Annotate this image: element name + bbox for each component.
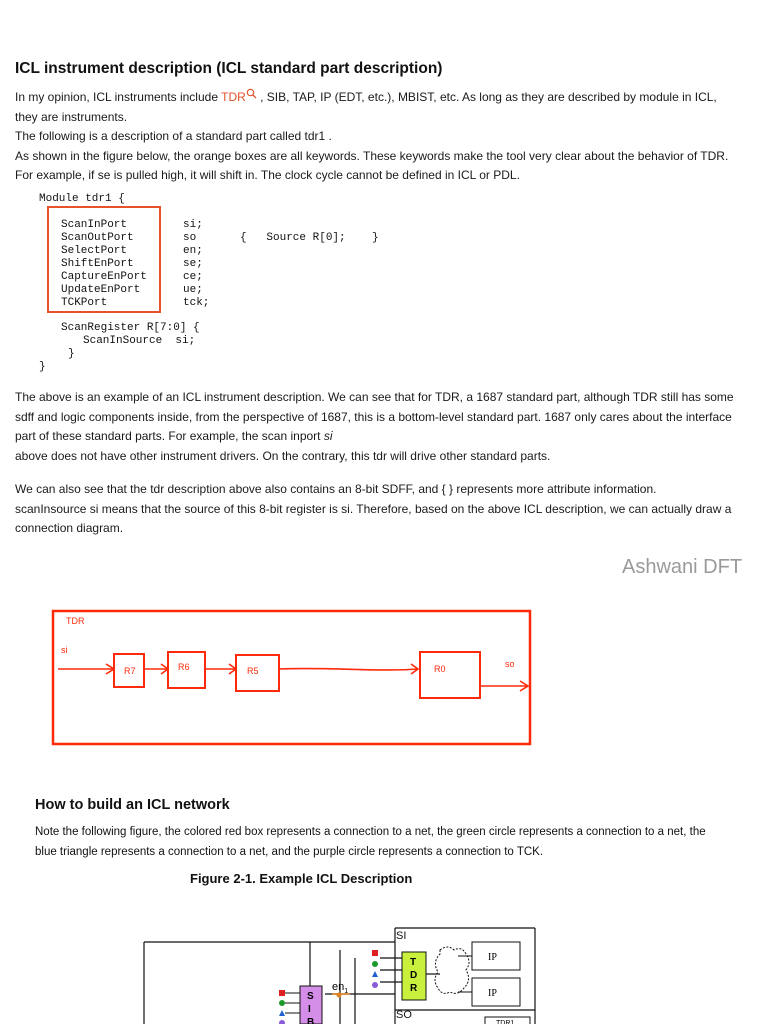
net-marker-red	[372, 950, 378, 956]
code-keyword: ScanOutPort	[61, 232, 134, 244]
network-line-2: blue triangle represents a connection to a net, and the purple circle represents a connection to TCK.	[35, 846, 544, 858]
sib-letter-i: I	[308, 1004, 311, 1015]
code-value: tck;	[183, 297, 210, 309]
sdff-line-1: We can also see that the tdr description above also contains an 8-bit SDFF, and { } represents more attribute information.	[15, 482, 657, 496]
example-line-4: above does not have other instrument drivers. On the contrary, this tdr will drive other standard parts.	[15, 448, 551, 463]
sib-marker-red	[279, 990, 285, 996]
tdr-output-label: so	[505, 659, 515, 669]
figure-title: Figure 2-1. Example ICL Description	[190, 871, 413, 886]
example-paragraph	[15, 388, 760, 466]
intro-line-5: For example, if se is pulled high, it will shift in. The clock cycle cannot be defined in ICL or PDL.	[15, 168, 520, 182]
code-keyword: ScanInPort	[61, 219, 128, 231]
section-heading: How to build an ICL network	[35, 797, 230, 813]
example-line-3-text: part of these standard parts. For example, the scan inport	[15, 429, 324, 443]
code-keywords	[61, 219, 147, 310]
code-keyword: CaptureEnPort	[61, 271, 147, 283]
code-scanregister: ScanRegister R[7:0] {	[61, 322, 200, 334]
network-line-1: Note the following figure, the colored red box represents a connection to a net, the green circle represents a connection to a net, the	[35, 826, 706, 838]
tdr-input-label: si	[61, 645, 68, 655]
ip-label-1: IP	[488, 952, 497, 963]
code-keyword: ShiftEnPort	[61, 258, 134, 270]
cloud-shape	[435, 947, 469, 993]
code-value: so	[183, 232, 197, 244]
code-value: se;	[183, 258, 203, 270]
so-label: SO	[396, 1009, 412, 1021]
intro-paragraph	[15, 88, 760, 186]
code-value: si;	[183, 219, 203, 231]
sib-marker-green	[279, 1000, 285, 1006]
si-label: SI	[396, 930, 407, 942]
code-scaninsource: ScanInSource si;	[83, 335, 196, 347]
tdr-letter-d: D	[410, 970, 418, 981]
bottom-block-label: TDR1	[496, 1020, 515, 1024]
example-line-1: The above is an example of an ICL instrument description. We can see that for TDR, a 1687 standard part, although TDR still has some	[15, 390, 734, 404]
intro-line-3: The following is a description of a standard part called tdr1 .	[15, 129, 332, 143]
code-source: { Source R[0]; }	[240, 232, 379, 244]
code-module-line: Module tdr1 {	[39, 193, 125, 205]
code-keyword: UpdateEnPort	[61, 284, 141, 296]
search-icon	[246, 90, 257, 104]
si-italic: si	[323, 429, 333, 443]
net-marker-purple	[372, 982, 378, 988]
tdr-title: TDR	[66, 616, 85, 626]
sib-letter-s: S	[307, 991, 314, 1002]
code-close-inner: }	[68, 348, 75, 360]
intro-line-4: As shown in the figure below, the orange boxes are all keywords. These keywords make the tool very clear about the behavior of TDR.	[15, 148, 729, 163]
ip-label-2: IP	[488, 988, 497, 999]
sib-marker-blue	[279, 1010, 285, 1016]
intro-line-1	[15, 88, 760, 108]
tdr-diagram	[50, 608, 535, 748]
sdff-line-2: scanInsource si means that the source of this 8-bit register is si. Therefore, based on the above ICL description, we can actually draw a	[15, 501, 732, 516]
example-line-3	[15, 427, 760, 447]
tdr-link-label: TDR	[221, 90, 246, 104]
page-title: ICL instrument description (ICL standard part description)	[15, 60, 443, 77]
register-r6-label: R6	[178, 662, 190, 672]
code-value: ce;	[183, 271, 203, 283]
example-line-2: sdff and logic components inside, from the perspective of 1687, this is a bottom-level standard part. 1687 only cares about the interface	[15, 409, 732, 424]
watermark: Ashwani DFT	[622, 556, 743, 578]
code-value: en;	[183, 245, 203, 257]
register-r5-label: R5	[247, 666, 259, 676]
tdr-letter-r: R	[410, 983, 418, 994]
register-r7-label: R7	[124, 666, 136, 676]
register-r0-label: R0	[434, 664, 446, 674]
network-paragraph	[35, 822, 735, 862]
sib-marker-purple	[279, 1020, 285, 1024]
net-marker-green	[372, 961, 378, 967]
code-keyword: TCKPort	[61, 297, 108, 309]
code-value: ue;	[183, 284, 203, 296]
en-label: $en_1$	[332, 981, 349, 995]
intro-line-2: they are instruments.	[15, 109, 128, 124]
en-junction-dot	[337, 993, 342, 998]
code-close-outer: }	[39, 361, 46, 373]
sib-letter-b: B	[307, 1017, 315, 1024]
code-keyword: SelectPort	[61, 245, 128, 257]
intro-text-after: , SIB, TAP, IP (EDT, etc.), MBIST, etc. As long as they are described by module in ICL,	[256, 90, 717, 104]
intro-text: In my opinion, ICL instruments include	[15, 90, 222, 104]
icl-network-diagram	[140, 920, 540, 1024]
net-marker-blue	[372, 971, 378, 977]
code-values	[183, 219, 209, 310]
register-r0	[420, 652, 480, 698]
sdff-paragraph	[15, 480, 760, 539]
tdr-letter-t: T	[410, 957, 417, 968]
tdr-link[interactable]	[221, 90, 257, 104]
sdff-line-3: connection diagram.	[15, 521, 124, 535]
